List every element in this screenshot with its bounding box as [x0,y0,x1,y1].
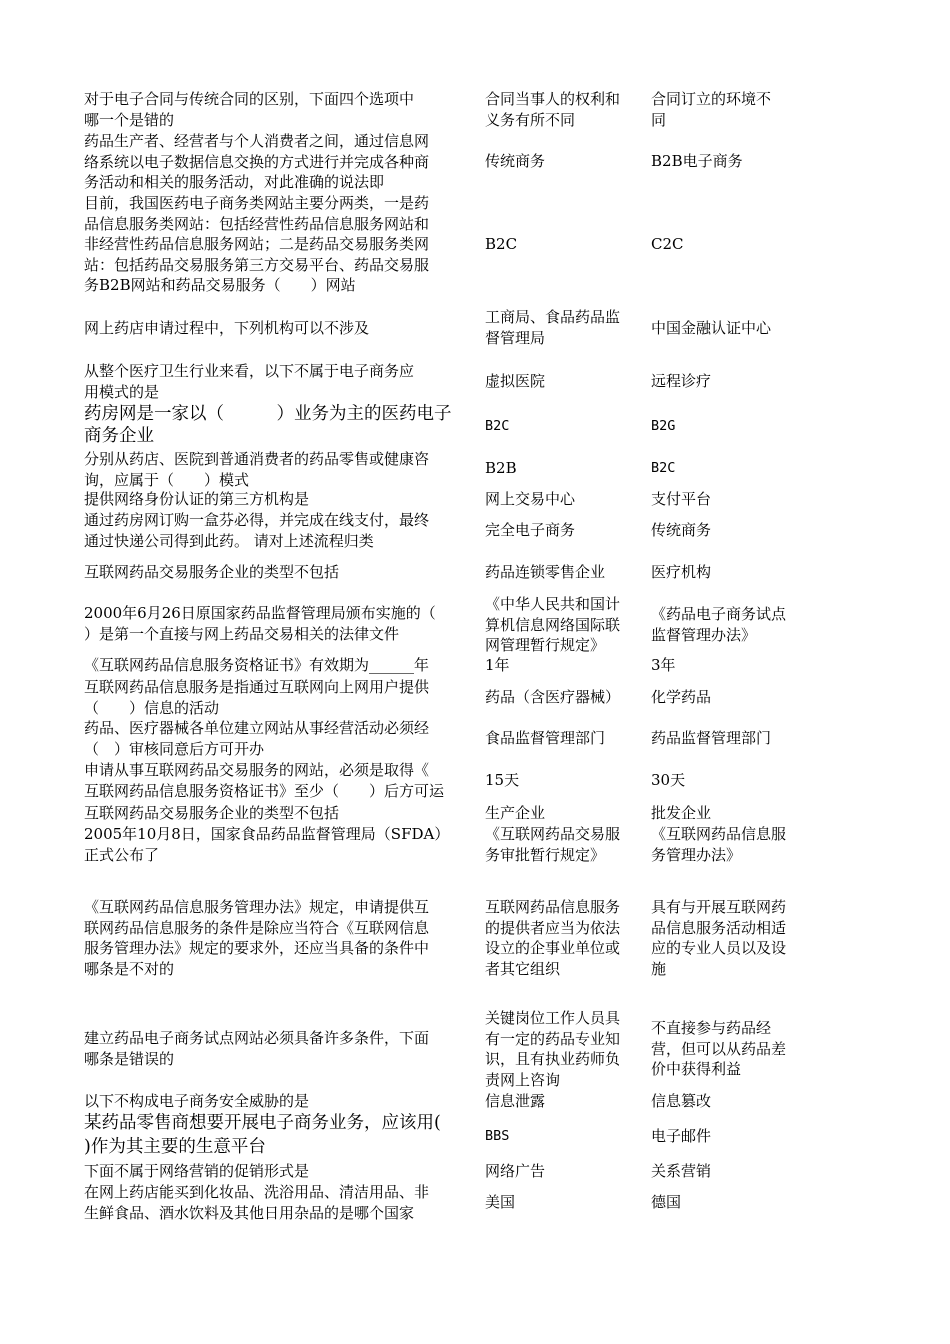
question-text: 药品生产者、经营者与个人消费者之间，通过信息网 络系统以电子数据信息交换的方式进行并完成各种商 务活动和相关的服务活动，对此准确的说法即 [84,132,430,191]
question-text: 网上药店申请过程中，下列机构可以不涉及 [84,319,370,337]
option-b: 德国 [651,1193,682,1211]
option-b: 《药品电子商务试点 监督管理办法》 [651,605,787,644]
question-text: 建立药品电子商务试点网站必须具备许多条件，下面 哪条是错误的 [84,1029,430,1068]
question-text: 某药品零售商想要开展电子商务业务，应该用( )作为其主要的生意平台 [84,1113,441,1157]
option-a: 虚拟医院 [485,372,546,390]
question-text: 以下不构成电子商务安全威胁的是 [84,1092,310,1110]
option-b: B2B电子商务 [651,152,743,170]
question-text: 下面不属于网络营销的促销形式是 [84,1162,310,1180]
option-b: 传统商务 [651,521,712,539]
option-b: 远程诊疗 [651,372,712,390]
question-text: 2000年6月26日原国家药品监督管理局颁布实施的（ ）是第一个直接与网上药品交易相关的法律文件 [84,604,436,643]
option-a: 食品监督管理部门 [485,729,606,747]
question-text: 申请从事互联网药品交易服务的网站，必须是取得《 互联网药品信息服务资格证书》至少（ ）后方可运 [84,761,445,800]
option-b: 30天 [651,771,686,789]
option-a: 网上交易中心 [485,490,576,508]
option-b: 3年 [651,656,676,674]
option-a: B2C [485,418,510,434]
question-text: 互联网药品交易服务企业的类型不包括 [84,804,340,822]
option-a: BBS [485,1128,510,1144]
option-a: 信息泄露 [485,1092,546,1110]
option-b: B2G [651,418,676,434]
question-text: 从整个医疗卫生行业来看，以下不属于电子商务应 用模式的是 [84,362,415,401]
option-b: 化学药品 [651,688,712,706]
option-b: 支付平台 [651,490,712,508]
option-a: 互联网药品信息服务 的提供者应当为依法 设立的企事业单位或 者其它组织 [485,898,621,978]
option-a: B2C [485,235,518,253]
option-a: 网络广告 [485,1162,546,1180]
option-b: 具有与开展互联网药 品信息服务活动相适 应的专业人员以及设 施 [651,898,787,978]
question-text: 在网上药店能买到化妆品、洗浴用品、清洁用品、非 生鲜食品、酒水饮料及其他日用杂品的是哪个国家 [84,1183,430,1222]
question-text: 药品、医疗器械各单位建立网站从事经营活动必须经 （ ）审核同意后方可开办 [84,719,430,758]
option-b: 信息篡改 [651,1092,712,1110]
option-b: 医疗机构 [651,563,712,581]
option-a: B2B [485,459,517,477]
question-text: 2005年10月8日，国家食品药品监督管理局（SFDA） 正式公布了 [84,825,450,864]
option-b: C2C [651,235,684,253]
option-a: 药品（含医疗器械） [485,688,621,706]
question-text: 通过药房网订购一盒芬必得，并完成在线支付，最终 通过快递公司得到此药。 请对上述流程归类 [84,511,430,550]
option-b: 合同订立的环境不 同 [651,90,772,129]
question-text: 《互联网药品信息服务资格证书》有效期为______年 [84,656,430,674]
option-a: 生产企业 [485,804,546,822]
option-b: 不直接参与药品经 营，但可以从药品差 价中获得利益 [651,1019,787,1078]
question-text: 提供网络身份认证的第三方机构是 [84,490,310,508]
option-a: 《互联网药品交易服 务审批暂行规定》 [485,825,621,864]
question-text: 对于电子合同与传统合同的区别，下面四个选项中 哪一个是错的 [84,90,415,129]
option-b: B2C [651,460,676,476]
option-a: 关键岗位工作人员具 有一定的药品专业知 识，且有执业药师负 责网上咨询 [485,1009,621,1089]
option-b: 中国金融认证中心 [651,319,772,337]
question-text: 互联网药品信息服务是指通过互联网向上网用户提供 （ ）信息的活动 [84,678,430,717]
option-a: 工商局、食品药品监 督管理局 [485,308,621,347]
question-text: 目前，我国医药电子商务类网站主要分两类，一是药 品信息服务类网站：包括经营性药品信息服务网站和 非经营性药品信息服务网站；二是药品交易服务类网 站：包括药品交易服务第三方交易平台、药品交易服 务B2B网站和药品交易服务（ ）网站 [84,194,430,294]
option-a: 合同当事人的权利和 义务有所不同 [485,90,621,129]
question-text: 《互联网药品信息服务管理办法》规定，申请提供互 联网药品信息服务的条件是除应当符合《互联网信息 服务管理办法》规定的要求外，还应当具备的条件中 哪条是不对的 [84,898,430,978]
option-b: 药品监督管理部门 [651,729,772,747]
option-a: 完全电子商务 [485,521,576,539]
option-b: 批发企业 [651,804,712,822]
option-b: 电子邮件 [651,1127,712,1145]
question-text: 药房网是一家以（ ）业务为主的医药电子 商务企业 [84,404,452,446]
option-a: 15天 [485,771,520,789]
question-text: 互联网药品交易服务企业的类型不包括 [84,563,340,581]
option-b: 《互联网药品信息服 务管理办法》 [651,825,787,864]
question-text: 分别从药店、医院到普通消费者的药品零售或健康咨 询，应属于（ ）模式 [84,450,430,489]
option-a: 传统商务 [485,152,546,170]
option-a: 药品连锁零售企业 [485,563,606,581]
option-a: 1年 [485,656,510,674]
option-a: 美国 [485,1193,516,1211]
option-a: 《中华人民共和国计 算机信息网络国际联 网管理暂行规定》 [485,595,621,654]
option-b: 关系营销 [651,1162,712,1180]
